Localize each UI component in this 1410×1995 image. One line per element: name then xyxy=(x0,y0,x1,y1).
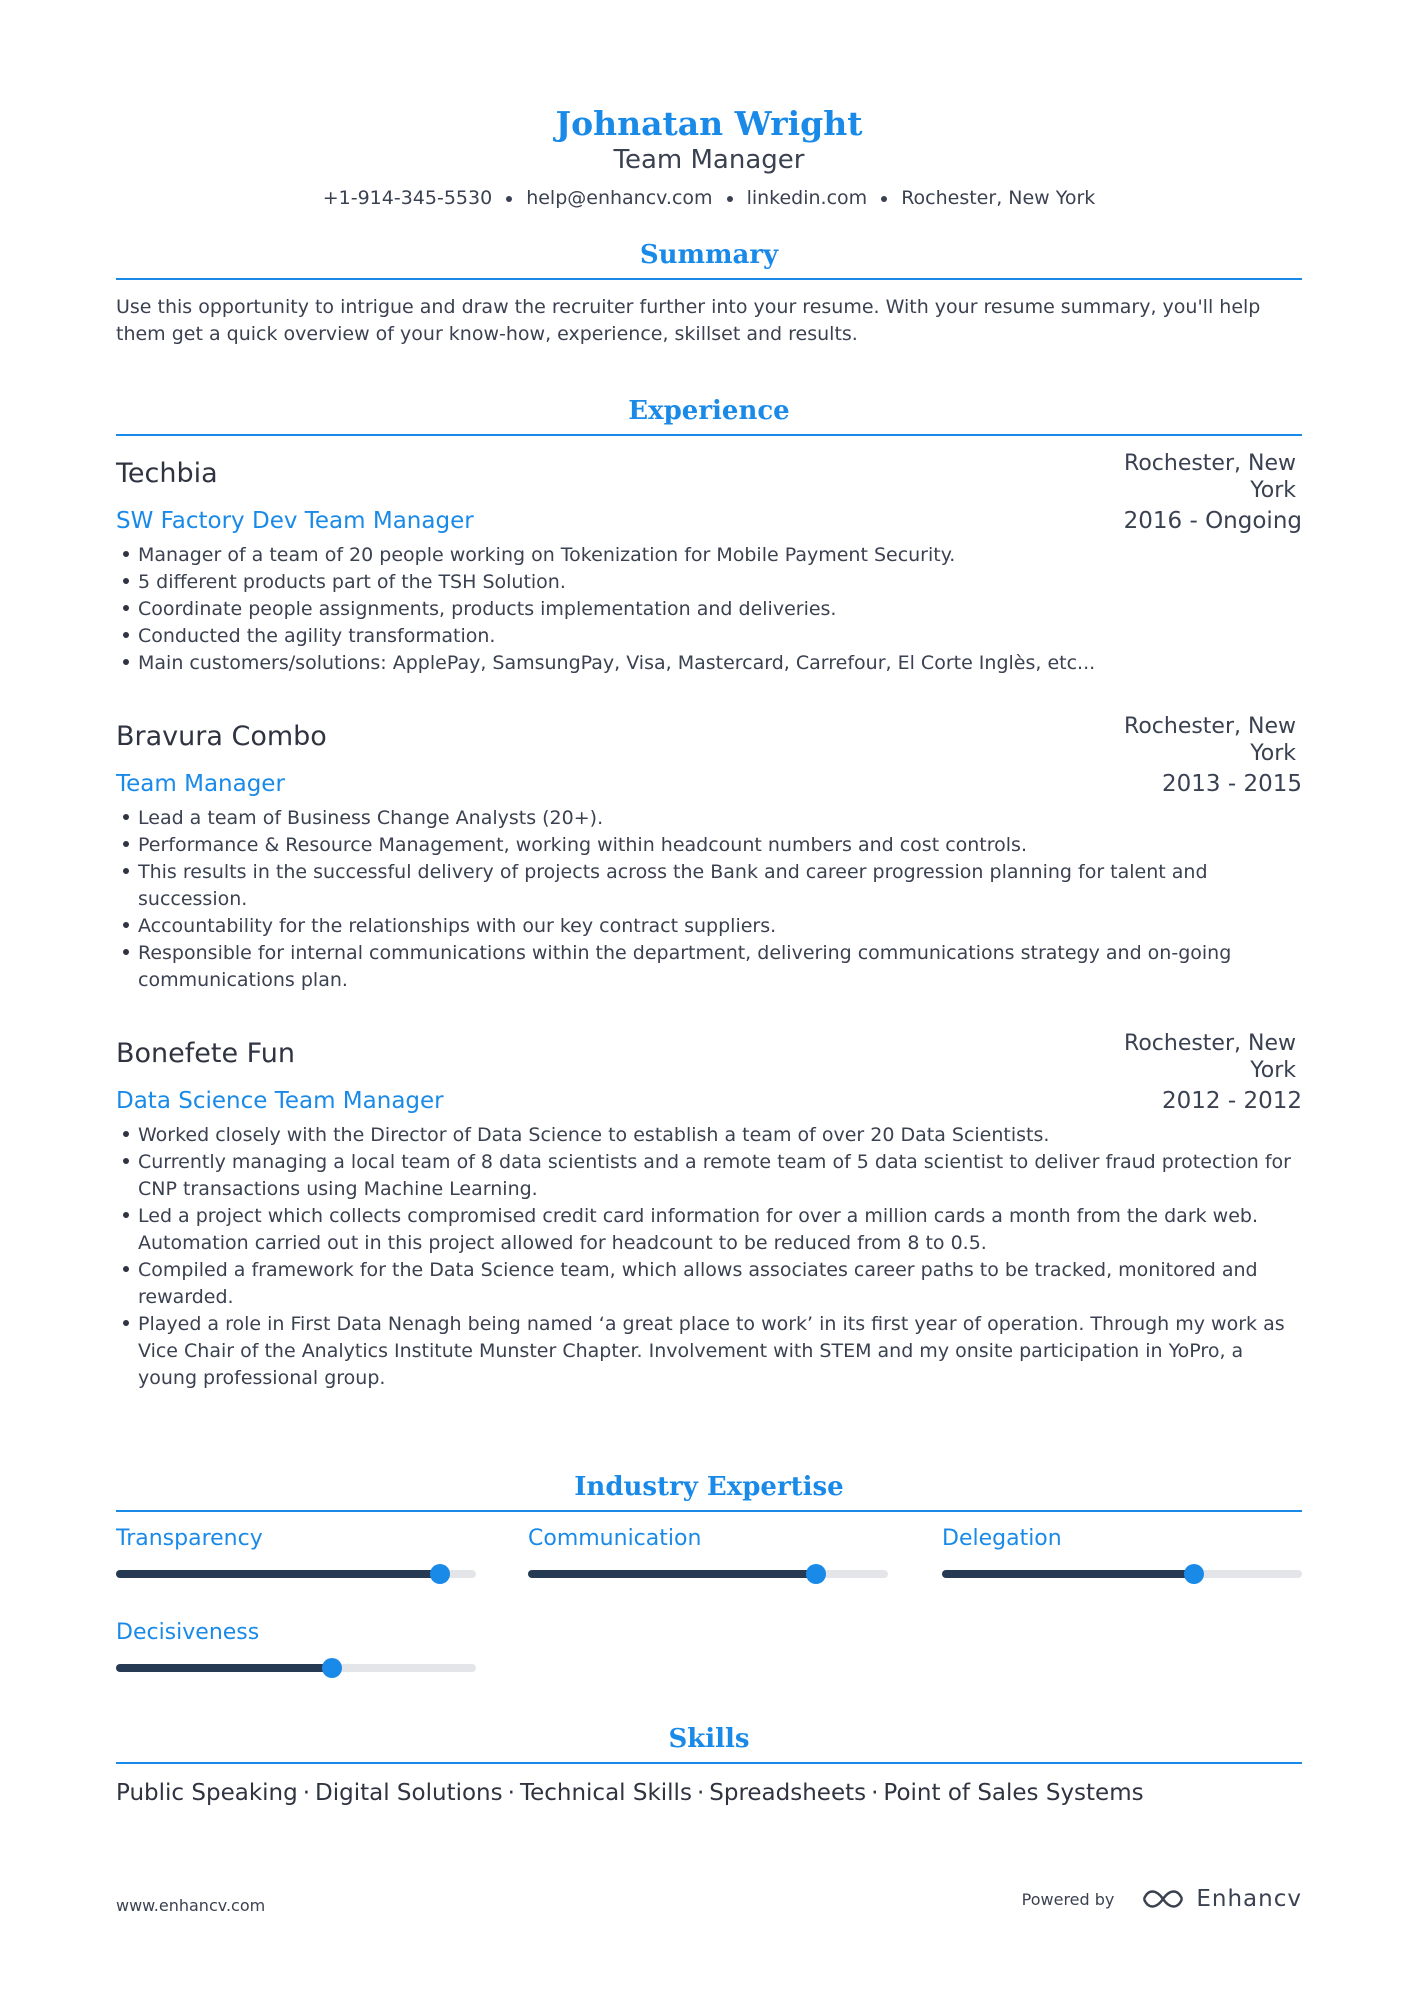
company-name: Bravura Combo xyxy=(116,721,327,752)
list-item: Coordinate people assignments, products implementation and deliveries. xyxy=(116,596,1302,623)
candidate-role: Team Manager xyxy=(613,145,805,175)
brand-name: Enhancv xyxy=(1196,1886,1302,1912)
level-bar xyxy=(116,1664,476,1672)
job-bullets xyxy=(116,805,1302,994)
list-item: Accountability for the relationships with our key contract suppliers. xyxy=(116,913,1302,940)
job-entry xyxy=(116,1030,1302,1392)
job-header xyxy=(116,450,1302,542)
expertise-grid xyxy=(116,1524,1302,1724)
company-name: Techbia xyxy=(116,458,218,489)
list-item: Responsible for internal communications within the department, delivering communications strategy and on-going communications plan. xyxy=(116,940,1302,994)
separator-dot: · xyxy=(871,1780,879,1806)
job-bullets xyxy=(116,542,1302,677)
list-item: Compiled a framework for the Data Science team, which allows associates career paths to be tracked, monitored and rewarded. xyxy=(116,1257,1302,1311)
list-item: Worked closely with the Director of Data Science to establish a team of over 20 Data Scientists. xyxy=(116,1122,1302,1149)
level-knob xyxy=(1184,1564,1204,1584)
expertise-title: Industry Expertise xyxy=(574,1472,844,1502)
separator-dot xyxy=(881,196,887,202)
enhancv-logo-icon xyxy=(1140,1887,1186,1911)
skill-item: Technical Skills xyxy=(519,1780,692,1806)
separator-dot xyxy=(727,196,733,202)
job-location xyxy=(1096,450,1296,504)
location-line: York xyxy=(1250,741,1296,766)
skill-item: Spreadsheets xyxy=(709,1780,867,1806)
job-location xyxy=(1096,713,1296,767)
section-rule xyxy=(116,278,1302,280)
skills-title: Skills xyxy=(668,1724,750,1754)
job-title: Team Manager xyxy=(116,771,285,797)
level-knob xyxy=(430,1564,450,1584)
list-item: Lead a team of Business Change Analysts (20+). xyxy=(116,805,1302,832)
phone: +1-914-345-5530 xyxy=(322,187,493,209)
job-header xyxy=(116,713,1302,805)
level-bar xyxy=(116,1570,476,1578)
job-dates: 2012 - 2012 xyxy=(1162,1088,1302,1114)
location-line: York xyxy=(1250,478,1296,503)
job-header xyxy=(116,1030,1302,1122)
expertise-item xyxy=(942,1524,1302,1578)
contact-line xyxy=(116,186,1302,210)
skills-list xyxy=(116,1778,1302,1808)
level-knob xyxy=(806,1564,826,1584)
expertise-item xyxy=(528,1524,888,1578)
linkedin: linkedin.com xyxy=(746,187,868,209)
company-name: Bonefete Fun xyxy=(116,1038,295,1069)
expertise-label: Communication xyxy=(528,1526,702,1551)
section-rule xyxy=(116,1762,1302,1764)
skill-item: Digital Solutions xyxy=(315,1780,503,1806)
separator-dot xyxy=(506,196,512,202)
location-line: Rochester, New xyxy=(1124,1031,1296,1056)
location-line: Rochester, New xyxy=(1124,714,1296,739)
list-item: Manager of a team of 20 people working on Tokenization for Mobile Payment Security. xyxy=(116,542,1302,569)
resume-page xyxy=(116,0,1302,1808)
skill-item: Point of Sales Systems xyxy=(883,1780,1144,1806)
list-item: Performance & Resource Management, working within headcount numbers and cost controls. xyxy=(116,832,1302,859)
level-bar xyxy=(528,1570,888,1578)
separator-dot: · xyxy=(302,1780,311,1806)
footer-website[interactable]: www.enhancv.com xyxy=(116,1896,266,1915)
location-line: Rochester, New xyxy=(1124,451,1296,476)
list-item: This results in the successful delivery of projects across the Bank and career progression planning for talent and succession. xyxy=(116,859,1302,913)
expertise-item xyxy=(116,1618,476,1672)
expertise-label: Transparency xyxy=(116,1526,263,1551)
job-location xyxy=(1096,1030,1296,1084)
job-title: Data Science Team Manager xyxy=(116,1088,444,1114)
expertise-label: Decisiveness xyxy=(116,1620,260,1645)
level-fill xyxy=(528,1570,816,1578)
level-fill xyxy=(116,1664,332,1672)
expertise-section xyxy=(116,1470,1302,1724)
experience-section xyxy=(116,394,1302,1392)
expertise-item xyxy=(116,1524,476,1578)
email: help@enhancv.com xyxy=(526,187,713,209)
list-item: Main customers/solutions: ApplePay, SamsungPay, Visa, Mastercard, Carrefour, El Corte Inglès, etc... xyxy=(116,650,1302,677)
skills-section xyxy=(116,1722,1302,1808)
experience-title: Experience xyxy=(628,396,790,426)
job-dates: 2013 - 2015 xyxy=(1162,771,1302,797)
job-entry xyxy=(116,450,1302,677)
list-item: 5 different products part of the TSH Solution. xyxy=(116,569,1302,596)
summary-title: Summary xyxy=(639,240,779,270)
skill-item: Public Speaking xyxy=(116,1780,298,1806)
section-rule xyxy=(116,1510,1302,1512)
job-dates: 2016 - Ongoing xyxy=(1123,508,1302,534)
list-item: Currently managing a local team of 8 data scientists and a remote team of 5 data scientist to deliver fraud protection for CNP transactions using Machine Learning. xyxy=(116,1149,1302,1203)
job-title: SW Factory Dev Team Manager xyxy=(116,508,474,534)
resume-header xyxy=(116,0,1302,210)
location: Rochester, New York xyxy=(901,187,1096,209)
job-bullets xyxy=(116,1122,1302,1392)
level-bar xyxy=(942,1570,1302,1578)
list-item: Conducted the agility transformation. xyxy=(116,623,1302,650)
expertise-label: Delegation xyxy=(942,1526,1062,1551)
level-fill xyxy=(942,1570,1194,1578)
summary-section xyxy=(116,238,1302,348)
level-fill xyxy=(116,1570,440,1578)
section-rule xyxy=(116,434,1302,436)
list-item: Led a project which collects compromised credit card information for over a million cards a month from the dark web. Automation carried out in this project allowed for headcount to be reduced from 8 to 0.5. xyxy=(116,1203,1302,1257)
list-item: Played a role in First Data Nenagh being named ‘a great place to work’ in its first year of operation. Through my work as Vice Chair of the Analytics Institute Munster Chapter. Involvement with STEM and my onsite participation in YoPro, a young professional group. xyxy=(116,1311,1302,1392)
footer-brand xyxy=(1022,1886,1302,1912)
location-line: York xyxy=(1250,1058,1296,1083)
separator-dot: · xyxy=(696,1780,705,1806)
level-knob xyxy=(322,1658,342,1678)
candidate-name: Johnatan Wright xyxy=(555,104,863,143)
powered-by-label: Powered by xyxy=(1021,1889,1115,1909)
summary-text: Use this opportunity to intrigue and draw the recruiter further into your resume. With your resume summary, you'll help them get a quick overview of your know-how, experience, skillset and results. xyxy=(116,296,1261,345)
job-entry xyxy=(116,713,1302,994)
separator-dot: · xyxy=(507,1780,515,1806)
